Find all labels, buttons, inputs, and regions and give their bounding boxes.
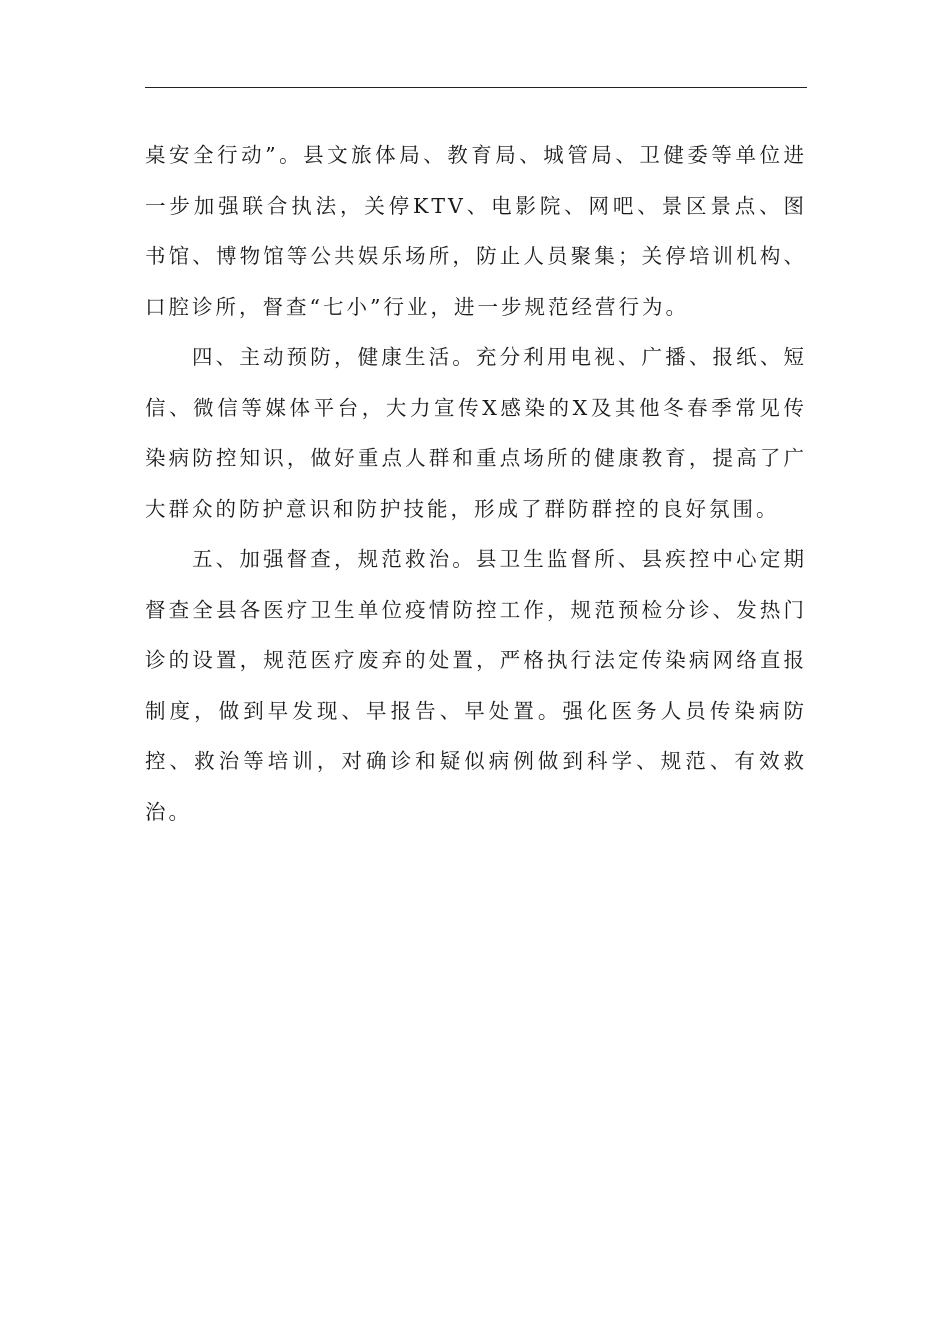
paragraph-continuation: 桌安全行动”。县文旅体局、教育局、城管局、卫健委等单位进一步加强联合执法，关停KTV、电影院、网吧、景区景点、图书馆、博物馆等公共娱乐场所，防止人员聚集；关停培训机构、口腔诊所，督查“七小”行业，进一步规范经营行为。 [145,143,807,319]
header-rule [145,87,807,88]
paragraph-section-4: 四、主动预防，健康生活。充分利用电视、广播、报纸、短信、微信等媒体平台，大力宣传X感染的X及其他冬春季常见传染病防控知识，做好重点人群和重点场所的健康教育，提高了广大群众的防护意识和防护技能，形成了群防群控的良好氛围。 [145,345,807,521]
body-text [145,130,807,837]
paragraph-section-5: 五、加强督查，规范救治。县卫生监督所、县疾控中心定期督查全县各医疗卫生单位疫情防控工作，规范预检分诊、发热门诊的设置，规范医疗废弃的处置，严格执行法定传染病网络直报制度，做到早发现、早报告、早处置。强化医务人员传染病防控、救治等培训，对确诊和疑似病例做到科学、规范、有效救治。 [145,547,807,824]
